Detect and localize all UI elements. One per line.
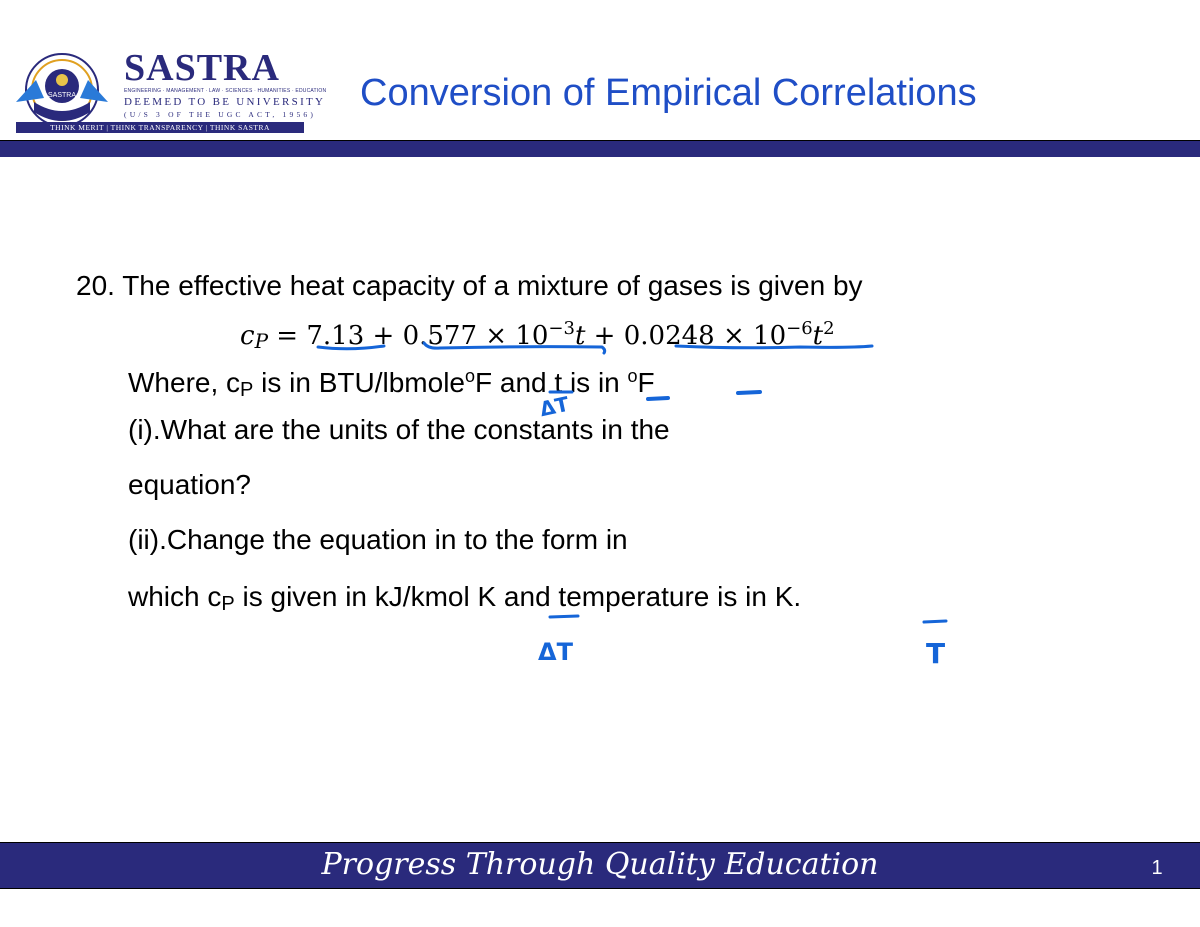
- part-i-question-cont: equation?: [128, 469, 252, 500]
- logo-deemed-university: DEEMED TO BE UNIVERSITY: [124, 96, 326, 108]
- footer-motto: Progress Through Quality Education: [321, 847, 879, 882]
- part-ii-question: (ii).Change the equation in to the form in: [128, 524, 628, 555]
- part-ii-question-cont: [128, 580, 801, 621]
- where-text-4: F: [637, 367, 655, 398]
- question-text: 20. The effective heat capacity of a mixture of gases is given by: [76, 270, 863, 301]
- eq-t2-exp: 2: [823, 318, 835, 339]
- annotation-t: T: [926, 637, 946, 670]
- logo-name: SASTRA: [124, 47, 280, 89]
- part-ii-text-2: is given in kJ/kmol K and temperature is in K.: [234, 581, 802, 612]
- eq-const-a: 7.13: [306, 321, 365, 351]
- eq-lhs: c: [240, 321, 255, 351]
- underline-unit-F2: [738, 392, 760, 393]
- where-degree-1: o: [465, 366, 476, 386]
- eq-const-b-exp: −3: [548, 318, 575, 339]
- where-text-1: Where, c: [128, 367, 241, 398]
- emblem-label: SASTRA: [47, 92, 77, 99]
- eq-const-c: 0.0248 × 10: [623, 321, 787, 351]
- eq-equals: =: [268, 321, 307, 351]
- units-statement: [128, 359, 655, 407]
- where-sub: P: [240, 379, 254, 401]
- eq-lhs-sub: P: [254, 329, 269, 353]
- where-text-3: F and t is in: [475, 367, 628, 398]
- annotation-delta-t-1: ΔT: [537, 391, 572, 422]
- logo-ugc-act: (U/S 3 OF THE UGC ACT, 1956): [124, 110, 317, 119]
- where-text-2: is in BTU/lbmole: [253, 367, 465, 398]
- eq-t2: t: [812, 321, 824, 351]
- eq-plus-2: +: [585, 321, 624, 351]
- heat-capacity-equation: [240, 312, 835, 358]
- eq-const-b: 0.577 × 10: [402, 321, 549, 351]
- where-degree-2: o: [627, 366, 638, 386]
- overline-T: [924, 621, 946, 622]
- eq-const-c-exp: −6: [786, 318, 813, 339]
- part-i-question: (i).What are the units of the constants in the: [128, 414, 670, 445]
- eq-t1: t: [574, 321, 586, 351]
- header-divider-bar: [0, 140, 1200, 157]
- eq-plus-1: +: [364, 321, 403, 351]
- part-ii-sub: P: [221, 593, 235, 615]
- part-ii-text-1: which c: [128, 581, 222, 612]
- logo-motto-band: THINK MERIT | THINK TRANSPARENCY | THINK SASTRA: [16, 122, 304, 133]
- sastra-emblem-icon: [14, 50, 110, 130]
- annotation-delta-t-2: ΔT: [538, 638, 573, 666]
- page-number: 1: [1151, 857, 1163, 879]
- slide-title: Conversion of Empirical Correlations: [360, 72, 977, 114]
- logo-tagline: ENGINEERING · MANAGEMENT · LAW · SCIENCES · HUMANITIES · EDUCATION: [124, 88, 327, 94]
